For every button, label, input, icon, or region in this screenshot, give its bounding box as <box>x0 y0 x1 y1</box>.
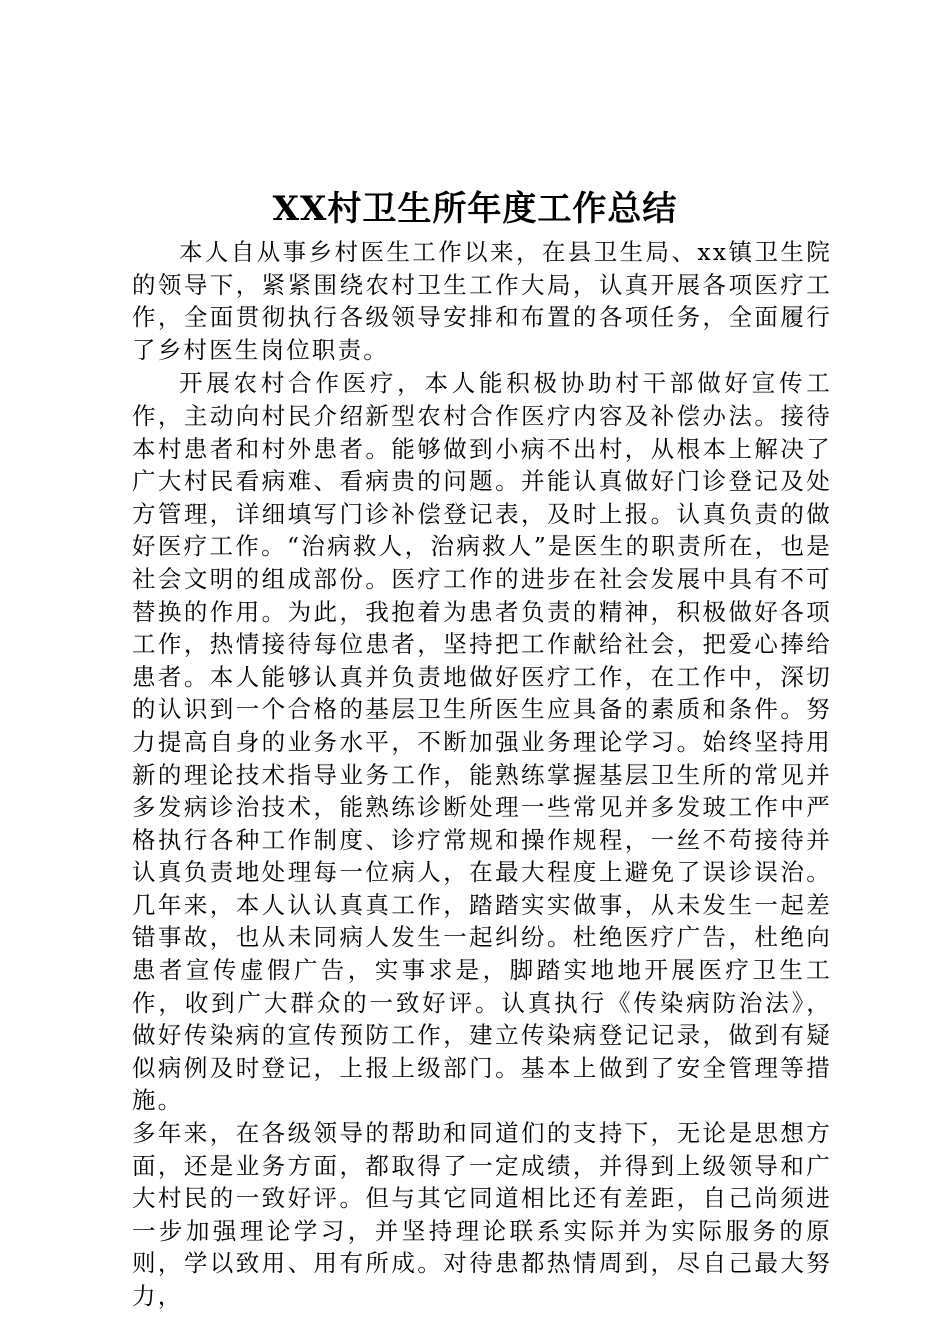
paragraph-medical-work: 开展农村合作医疗，本人能积极协助村干部做好宣传工作，主动向村民介绍新型农村合作医疗内容及补偿办法。接待本村患者和村外患者。能够做到小病不出村，从根本上解决了广大村民看病难、看病贵的问题。并能认真做好门诊登记及处方管理，详细填写门诊补偿登记表，及时上报。认真负责的做好医疗工作。“治病救人，治病救人”是医生的职责所在，也是社会文明的组成部份。医疗工作的进步在社会发展中具有不可替换的作用。为此，我抱着为患者负责的精神，积极做好各项工作，热情接待每位患者，坚持把工作献给社会，把爱心捧给患者。本人能够认真并负责地做好医疗工作，在工作中，深切的认识到一个合格的基层卫生所医生应具备的素质和条件。努力提高自身的业务水平，不断加强业务理论学习。始终坚持用新的理论技术指导业务工作，能熟练掌握基层卫生所的常见并多发病诊治技术，能熟练诊断处理一些常见并多发玻工作中严格执行各种工作制度、诊疗常规和操作规程，一丝不苟接待并认真负责地处理每一位病人，在最大程度上避免了误诊误治。几年来，本人认认真真工作，踏踏实实做事，从未发生一起差错事故，也从未同病人发生一起纠纷。杜绝医疗广告，杜绝向患者宣传虚假广告，实事求是，脚踏实地地开展医疗卫生工作，收到广大群众的一致好评。认真执行《传染病防治法》，做好传染病的宣传预防工作，建立传染病登记记录，做到有疑似病例及时登记，上报上级部门。基本上做到了安全管理等措施。 <box>132 369 832 1115</box>
paragraph-summary: 多年来，在各级领导的帮助和同道们的支持下，无论是思想方面，还是业务方面，都取得了一定成绩，并得到上级领导和广大村民的一致好评。但与其它同道相比还有差距，自己尚须进一步加强理论学习，并坚持理论联系实际并为实际服务的原则，学以致用、用有所成。对待患都热情周到，尽自己最大努力， <box>132 1119 832 1310</box>
paragraph-intro: 本人自从事乡村医生工作以来，在县卫生局、xx镇卫生院的领导下，紧紧围绕农村卫生工作大局，认真开展各项医疗工作，全面贯彻执行各级领导安排和布置的各项任务，全面履行了乡村医生岗位职责。 <box>132 238 832 364</box>
document-body <box>132 236 832 1313</box>
document-title: XX村卫生所年度工作总结 <box>272 189 678 229</box>
